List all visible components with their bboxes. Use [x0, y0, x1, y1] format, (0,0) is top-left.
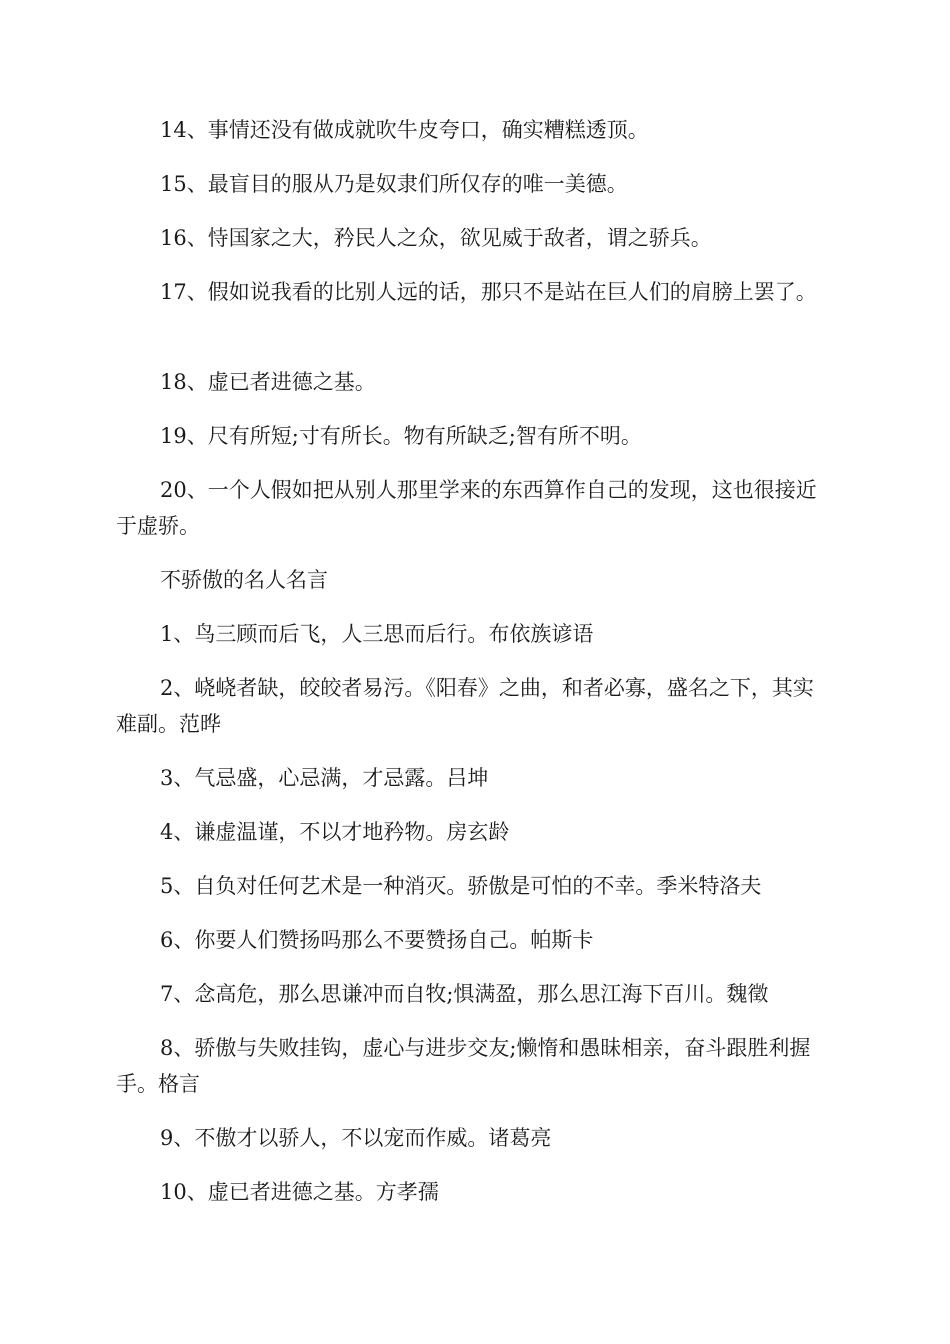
famous-quote-10: 10、虚已者进德之基。方孝孺 [160, 1180, 439, 1204]
famous-quote-7: 7、念高危，那么思谦冲而自牧;惧满盈，那么思江海下百川。魏徵 [160, 982, 769, 1006]
famous-quote-5: 5、自负对任何艺术是一种消灭。骄傲是可怕的不幸。季米特洛夫 [160, 874, 762, 898]
quote-paragraph-19: 19、尺有所短;寸有所长。物有所缺乏;智有所不明。 [160, 424, 642, 448]
famous-quote-8: 8、骄傲与失败挂钩，虚心与进步交友;懒惰和愚昧相亲，奋斗跟胜利握手。格言 [116, 1036, 811, 1096]
quote-paragraph-17: 17、假如说我看的比别人远的话，那只不是站在巨人们的肩膀上罢了。 [160, 280, 817, 304]
famous-quote-3: 3、气忌盛，心忌满，才忌露。吕坤 [160, 766, 489, 790]
famous-quote-1: 1、鸟三顾而后飞，人三思而后行。布依族谚语 [160, 622, 594, 646]
section-heading: 不骄傲的名人名言 [160, 568, 328, 592]
quote-paragraph-14: 14、事情还没有做成就吹牛皮夸口，确实糟糕透顶。 [160, 118, 649, 142]
famous-quote-9: 9、不傲才以骄人，不以宠而作威。诸葛亮 [160, 1126, 552, 1150]
famous-quote-6: 6、你要人们赞扬吗那么不要赞扬自己。帕斯卡 [160, 928, 594, 952]
famous-quote-2: 2、峣峣者缺，皎皎者易污。《阳春》之曲，和者必寡，盛名之下，其实难副。范晔 [116, 676, 814, 736]
quote-paragraph-20: 20、一个人假如把从别人那里学来的东西算作自己的发现，这也很接近于虚骄。 [116, 478, 817, 538]
quote-paragraph-18: 18、虚已者进德之基。 [160, 370, 376, 394]
quote-paragraph-16: 16、恃国家之大，矜民人之众，欲见威于敌者，谓之骄兵。 [160, 226, 712, 250]
famous-quote-4: 4、谦虚温谨，不以才地矜物。房玄龄 [160, 820, 510, 844]
quote-paragraph-15: 15、最盲目的服从乃是奴隶们所仅存的唯一美德。 [160, 172, 628, 196]
